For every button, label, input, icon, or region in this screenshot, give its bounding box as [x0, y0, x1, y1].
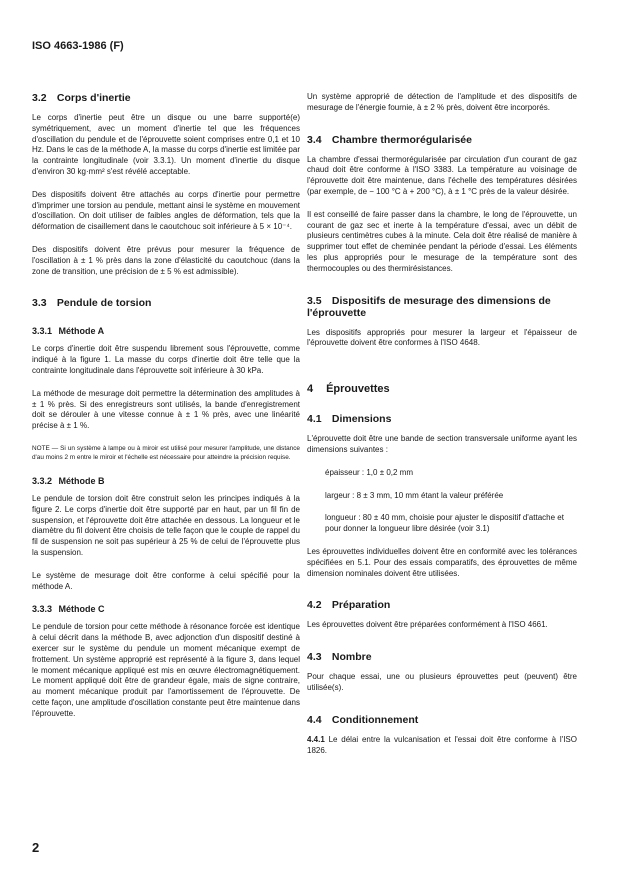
section-heading: [307, 134, 577, 146]
section-title: Nombre: [331, 651, 372, 664]
section-number: 4.4: [307, 713, 322, 726]
paragraph: Le corps d'inertie peut être un disque ou une barre supporté(e) symétriquement, avec un moment d'inertie tel que les fréquences d'oscillation du pendule et de l'éprouvette soient comprises entre 0,1 et 10 Hz. Dans le cas de la méthode A, la masse du corps d'inertie est limitée par la contrainte longitudinale (voir 3.3.1). Un moment d'inertie du disque d'environ 30 kg·mm² s'est révélé acceptable.: [32, 113, 300, 176]
paragraph: [307, 735, 577, 757]
section-heading: [307, 599, 577, 611]
paragraph: Le pendule de torsion doit être construit selon les principes indiqués à la figure 2. Le corps d'inertie doit être supporté par en haut, par un fil fin de suspension, et l'éprouvette doit être attachée en dessous. La longueur et le diamètre du fil doivent être choisis de telle façon que le couple de rappel du fil de suspension ne soit pas supérieur à 25 % de celui de l'éprouvette plus la suspension.: [32, 493, 300, 557]
paragraph: Le pendule de torsion pour cette méthode à résonance forcée est identique à celui décrit dans la méthode B, avec adjonction d'un dispositif destiné à exercer sur le système du pendule un moment mécanique exempt de frottement. Un système approprié est représenté à la figure 3, dans lequel le moment mécanique appliqué est mis en œuvre électromagnétiquement. Le moment appliqué doit être de grandeur égale, mais de signe contraire, au moment mécanique produit par l'amortissement de l'éprouvette. De cette façon, une amplitude d'oscillation constante peut être maintenue dans l'éprouvette.: [32, 622, 300, 718]
section-number: 3.2: [32, 92, 47, 104]
paragraph: Il est conseillé de faire passer dans la chambre, le long de l'éprouvette, un courant de gaz sec et inerte à la température d'essai, avec un débit de plusieurs centimètres cubes à la minute. Cela doit être réalisé de manière à supprimer tout effet de cheminée pendant la période d'essai. Les éléments les plus appropriés pour le mesurage de la température sont des thermocouples ou des thermirésistances.: [307, 209, 577, 273]
dimension-item: largeur : 8 ± 3 mm, 10 mm étant la valeur préférée: [325, 490, 504, 500]
section-heading: [307, 413, 577, 425]
subsection-number: 3.3.1: [32, 326, 53, 337]
subsection-heading: [32, 604, 300, 614]
subsection-number: 3.3.2: [32, 475, 53, 486]
paragraph: Les éprouvettes doivent être préparées conformément à l'ISO 4661.: [307, 620, 548, 630]
section-number: 4.1: [307, 413, 322, 426]
section-heading: [32, 297, 300, 309]
subsection-heading: [32, 476, 300, 486]
subsection-title: Méthode A: [58, 326, 105, 337]
section-heading: [307, 714, 577, 726]
section-title: Préparation: [331, 599, 391, 612]
page-header: ISO 4663-1986 (F): [32, 40, 124, 52]
paragraph: La méthode de mesurage doit permettre la détermination des amplitudes à ± 1 % près. Si des enregistreurs sont utilisés, la bande d'enregistrement doit se dérouler à une vitesse connue à ± 1 % près, avec une linéarité précise à ± 1 %.: [32, 388, 300, 431]
section-title: Dimensions: [331, 413, 392, 426]
dimension-item: épaisseur : 1,0 ± 0,2 mm: [325, 467, 413, 477]
chapter-title: Éprouvettes: [326, 383, 390, 396]
section-heading: [307, 295, 577, 319]
section-heading: [307, 651, 577, 663]
paragraph: Les éprouvettes individuelles doivent être en conformité avec les tolérances spécifiées en 5.1. Pour des essais comparatifs, des éprouvettes de même dimension nominales doivent être utilisées.: [307, 546, 577, 578]
section-number: 3.3: [32, 297, 47, 310]
section-number: 3.5: [307, 294, 322, 307]
section-number: 4.3: [307, 651, 322, 664]
paragraph: Des dispositifs doivent être attachés au corps d'inertie pour permettre d'imprimer une torsion au pendule, mettant ainsi le système en mouvement d'oscillation. On doit utiliser de faibles angles de déformation, tels que la déformation de cisaillement dans le caoutchouc soit inférieure à 5 × 10⁻⁴.: [32, 189, 300, 232]
section-title: Dispositifs de mesurage des dimensions de l'éprouvette: [307, 294, 551, 319]
paragraph: Les dispositifs appropriés pour mesurer la largeur et l'épaisseur de l'éprouvette doivent être conformes à l'ISO 4648.: [307, 327, 577, 348]
paragraph: Un système approprié de détection de l'amplitude et des dispositifs de mesurage de l'énergie fournie, à ± 2 % près, doivent être incorporés.: [307, 92, 577, 112]
subsection-heading: [32, 326, 300, 336]
paragraph: L'éprouvette doit être une bande de section transversale uniforme ayant les dimensions suivantes :: [307, 434, 577, 454]
paragraph: Pour chaque essai, une ou plusieurs éprouvettes peut (peuvent) être utilisée(s).: [307, 672, 577, 692]
right-column: [307, 92, 577, 768]
paragraph: La chambre d'essai thermorégularisée par circulation d'un courant de gaz chaud doit être conforme à l'ISO 3383. La température au voisinage de l'éprouvette doit être maintenue, dans l'échelle des températures désirées (par exemple, de − 100 °C à + 200 °C), à ± 1 °C près de la valeur désirée.: [307, 154, 577, 196]
page-number: 2: [32, 840, 40, 855]
paragraph: Le corps d'inertie doit être suspendu librement sous l'éprouvette, comme indiqué à la figure 1. La masse du corps d'inertie doit être telle que la contrainte longitudinale dans l'éprouvette soit inférieure à 30 kPa.: [32, 344, 300, 375]
subsection-number: 3.3.3: [32, 604, 53, 615]
note: NOTE — Si un système à lampe ou à miroir est utilisé pour mesurer l'amplitude, une distance d'au moins 2 m entre le miroir et l'échelle est nécessaire pour atteindre la précision requise.: [32, 444, 300, 461]
section-number: 4.2: [307, 599, 322, 612]
section-number: 3.4: [307, 133, 322, 146]
clause-text: Le délai entre la vulcanisation et l'essai doit être conforme à l'ISO 1826.: [307, 734, 577, 755]
section-title: Chambre thermorégularisée: [331, 133, 472, 146]
chapter-heading: [307, 383, 577, 395]
subsection-title: Méthode C: [58, 604, 105, 615]
section-title: Corps d'inertie: [56, 92, 131, 104]
chapter-number: 4: [307, 383, 314, 396]
paragraph: Le système de mesurage doit être conforme à celui spécifié pour la méthode A.: [32, 570, 300, 591]
section-title: Conditionnement: [331, 713, 419, 726]
section-heading: [32, 92, 300, 104]
left-column: [32, 92, 300, 731]
clause-number: 4.4.1: [307, 734, 325, 744]
dimension-item: longueur : 80 ± 40 mm, choisie pour ajuster le dispositif d'attache et pour donner la longueur libre désirée (voir 3.1): [325, 513, 564, 534]
subsection-title: Méthode B: [58, 475, 105, 486]
paragraph: Des dispositifs doivent être prévus pour mesurer la fréquence de l'oscillation à ± 1 % près dans la zone d'élasticité du caoutchouc (dans la zone de transition, une précision de ± 5 % est admissible).: [32, 244, 300, 276]
section-title: Pendule de torsion: [56, 297, 152, 310]
